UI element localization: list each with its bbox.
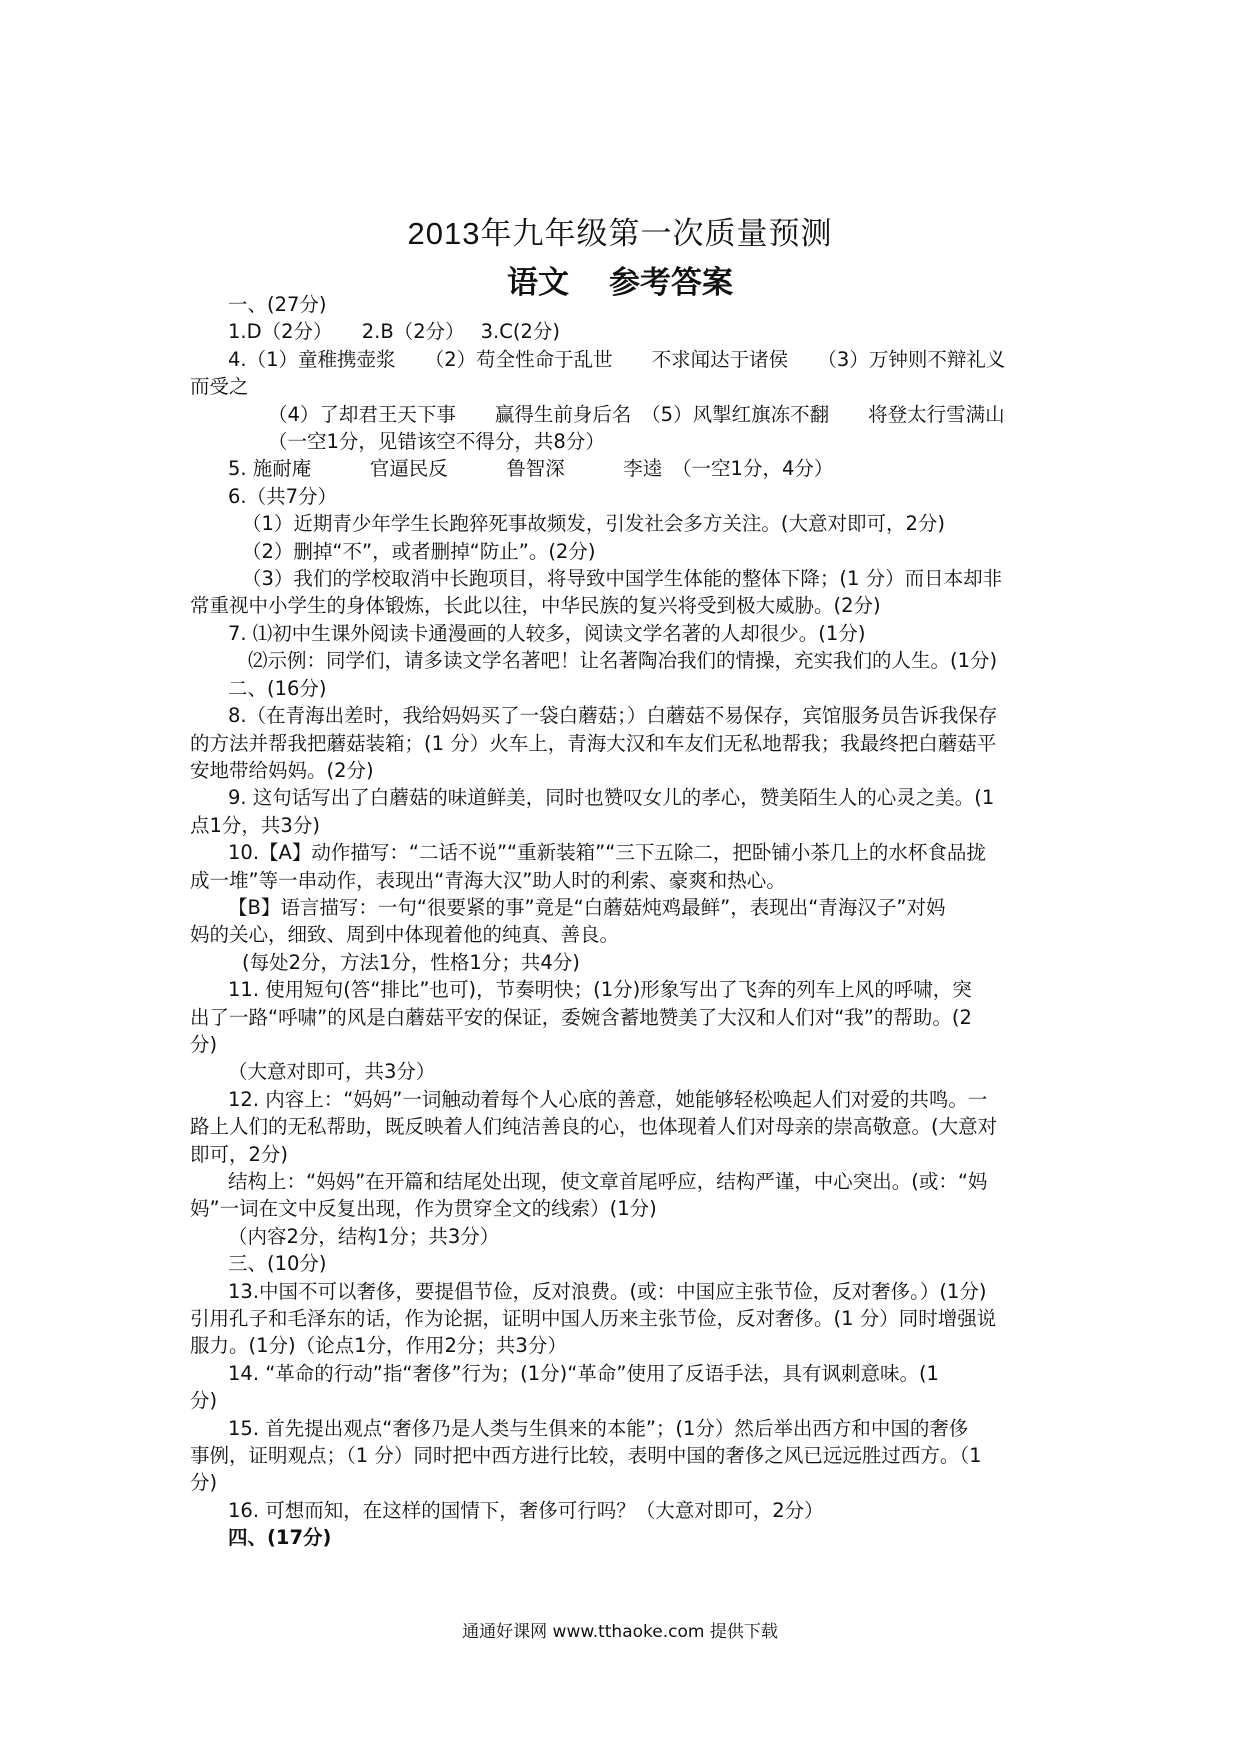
subtitle-answers: 参考答案 [609, 265, 733, 301]
answer-line: 分) [190, 1389, 218, 1413]
answer-line: 引用孔子和毛泽东的话，作为论据，证明中国人历来主张节俭，反对奢侈。(1 分）同时增强说 [190, 1307, 997, 1331]
answer-line: 4.（1）童稚携壶浆 （2）苟全性命于乱世 不求闻达于诸侯 （3）万钟则不辩礼义 [228, 347, 1006, 371]
answer-line: 妈的关心，细致、周到中体现着他的纯真、善良。 [190, 923, 620, 947]
answer-line: 14. “革命的行动”指“奢侈”行为；(1分)“革命”使用了反语手法，具有讽刺意味。(1 [228, 1361, 939, 1385]
answer-line: 安地带给妈妈。(2分) [190, 758, 374, 782]
answer-line: 妈”一词在文中反复出现，作为贯穿全文的线索）(1分) [190, 1197, 657, 1221]
answer-body [190, 291, 1062, 1552]
answer-line: 分) [190, 1032, 218, 1056]
answer-line: 事例，证明观点；（1 分）同时把中西方进行比较，表明中国的奢侈之风已远远胜过西方。（1 [190, 1444, 982, 1468]
answer-line: 四、(17分) [228, 1526, 332, 1550]
answer-line: 一、(27分) [228, 293, 327, 316]
page-title: 2013年九年级第一次质量预测 [407, 216, 833, 251]
answer-line: 5. 施耐庵 官逼民反 鲁智深 李逵 （一空1分，4分） [228, 457, 834, 481]
answer-line: 三、(10分) [228, 1252, 327, 1276]
answer-line: （一空1分，见错该空不得分，共8分） [268, 430, 605, 454]
answer-line: （1）近期青少年学生长跑猝死事故频发，引发社会多方关注。(大意对即可，2分) [242, 512, 946, 536]
answer-line: 路上人们的无私帮助，既反映着人们纯洁善良的心，也体现着人们对母亲的崇高敬意。(大意对 [190, 1115, 998, 1139]
answer-line: 10.【A】动作描写：“二话不说”“重新装箱”“三下五除二，把卧铺小茶几上的水杯食品拢 [228, 841, 986, 865]
answer-line: （3）我们的学校取消中长跑项目，将导致中国学生体能的整体下降；(1 分）而日本却非 [242, 567, 1003, 591]
answer-line: 分) [190, 1471, 218, 1495]
answer-line: 【B】语言描写：一句“很要紧的事”竟是“白蘑菇炖鸡最鲜”，表现出“青海汉子”对妈 [228, 895, 946, 919]
answer-line: （2）删掉“不”，或者删掉“防止”。(2分) [242, 539, 596, 563]
answer-line: 7. ⑴初中生课外阅读卡通漫画的人较多，阅读文学名著的人却很少。(1分) [228, 621, 866, 645]
answer-line: 常重视中小学生的身体锻炼，长此以往，中华民族的复兴将受到极大威胁。(2分) [190, 594, 881, 618]
answer-line: 点1分，共3分) [190, 813, 320, 837]
answer-line: 二、(16分) [228, 676, 327, 700]
answer-line: ⑵示例：同学们，请多读文学名著吧！让名著陶冶我们的情操，充实我们的人生。(1分) [248, 649, 998, 673]
answer-line: 而受之 [190, 375, 249, 399]
answer-line: 即可，2分) [190, 1142, 289, 1166]
answer-line: 11. 使用短句(答“排比”也可)，节奏明快；(1分)形象写出了飞奔的列车上风的呼啸，突 [228, 978, 972, 1002]
answer-line: （大意对即可，共3分） [228, 1060, 436, 1084]
answer-line: 1.D（2分） 2.B（2分） 3.C(2分) [228, 320, 560, 344]
answer-line: （4）了却君王天下事 赢得生前身后名 （5）风掣红旗冻不翻 将登太行雪满山 [268, 402, 1005, 426]
answer-line: 的方法并帮我把蘑菇装箱；(1 分）火车上，青海大汉和车友们无私地帮我；我最终把白蘑菇平 [190, 731, 997, 755]
answer-line: （内容2分，结构1分；共3分） [228, 1224, 500, 1248]
answer-line: 8.（在青海出差时，我给妈妈买了一袋白蘑菇；）白蘑菇不易保存，宾馆服务员告诉我保存 [228, 704, 998, 728]
answer-line: (每处2分，方法1分，性格1分；共4分) [242, 950, 580, 974]
footer-source: 通通好课网 www.tthaoke.com 提供下载 [462, 1622, 778, 1642]
answer-line: 6.（共7分） [228, 484, 338, 508]
subtitle-subject: 语文 [507, 265, 569, 301]
answer-line: 15. 首先提出观点“奢侈乃是人类与生俱来的本能”；(1分）然后举出西方和中国的奢侈 [228, 1416, 969, 1440]
answer-line: 出了一路“呼啸”的风是白蘑菇平安的保证，委婉含蓄地赞美了大汉和人们对“我”的帮助。(2 [190, 1005, 972, 1029]
answer-line: 服力。(1分)（论点1分，作用2分；共3分） [190, 1334, 567, 1358]
answer-line: 9. 这句话写出了白蘑菇的味道鲜美，同时也赞叹女儿的孝心，赞美陌生人的心灵之美。(1 [228, 786, 995, 810]
answer-line: 12. 内容上：“妈妈”一词触动着每个人心底的善意，她能够轻松唤起人们对爱的共鸣。一 [228, 1087, 988, 1111]
answer-line: 成一堆”等一串动作，表现出“青海大汉”助人时的利索、豪爽和热心。 [190, 868, 786, 892]
answer-line: 结构上：“妈妈”在开篇和结尾处出现，使文章首尾呼应，结构严谨，中心突出。(或：“妈 [228, 1170, 988, 1193]
answer-line: 16. 可想而知，在这样的国情下，奢侈可行吗？（大意对即可，2分） [228, 1498, 824, 1522]
answer-line: 13.中国不可以奢侈，要提倡节俭，反对浪费。(或：中国应主张节俭，反对奢侈。）(1分) [228, 1279, 987, 1303]
